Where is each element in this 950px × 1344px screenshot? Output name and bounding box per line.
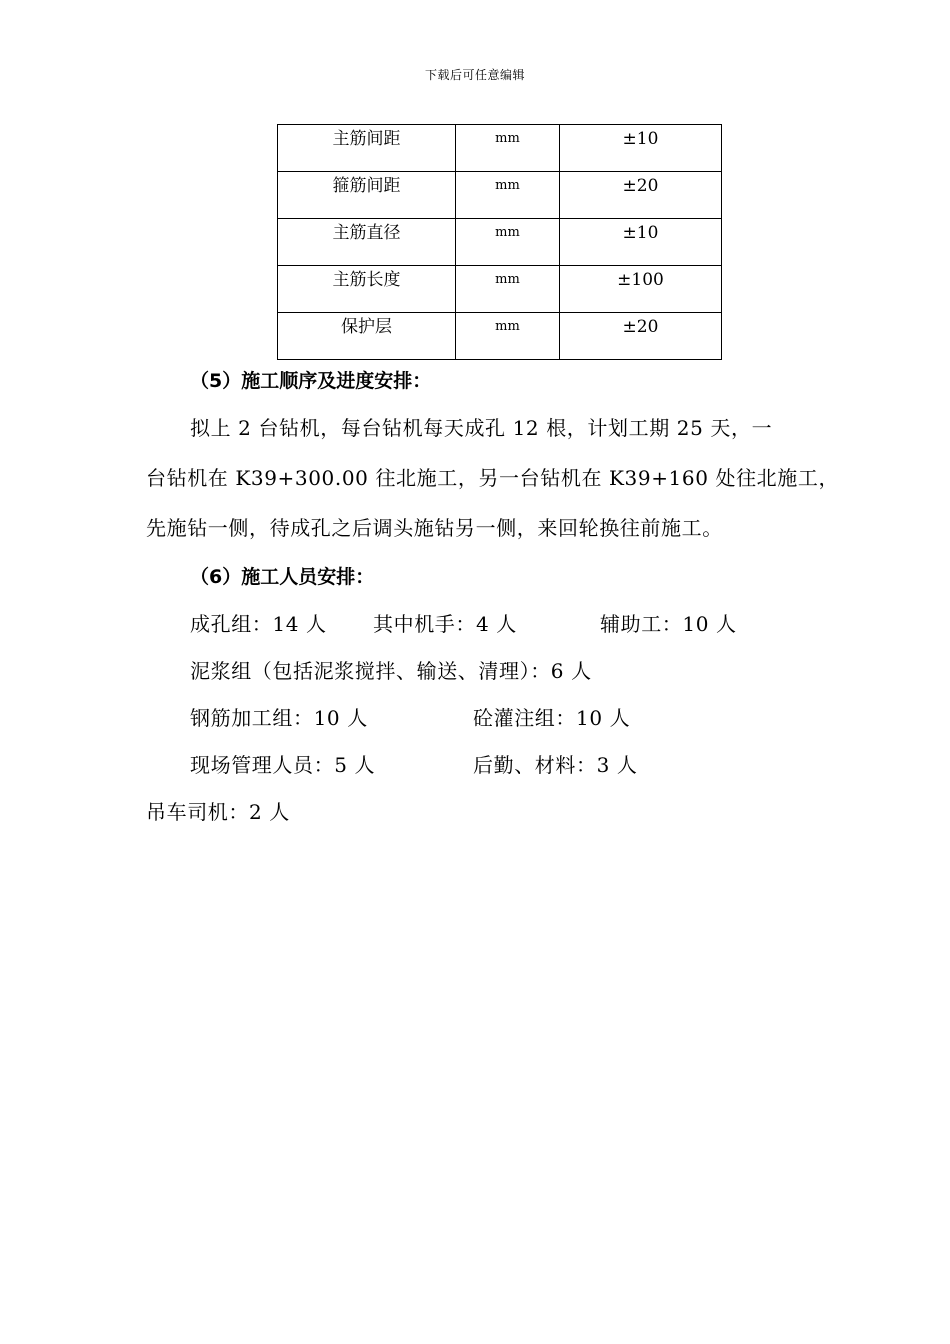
table-cell-item: 箍筋间距: [278, 172, 456, 219]
section-5-line-3: 先施钻一侧，待成孔之后调头施钻另一侧，来回轮换往前施工。: [146, 516, 723, 540]
table-cell-item: 主筋直径: [278, 219, 456, 266]
helpers: 辅助工：10 人: [600, 612, 737, 636]
site-managers: 现场管理人员：5 人: [190, 753, 376, 777]
table-cell-tolerance: ±20: [560, 313, 722, 360]
table-cell-unit: mm: [456, 125, 560, 172]
table-row: [278, 313, 722, 360]
drilling-group: 成孔组：14 人: [190, 612, 327, 636]
table-cell-item: 主筋间距: [278, 125, 456, 172]
table-row: [278, 266, 722, 313]
table-cell-unit: mm: [456, 172, 560, 219]
table-cell-tolerance: ±10: [560, 125, 722, 172]
table-row: [278, 172, 722, 219]
header-note: 下载后可任意编辑: [424, 68, 525, 82]
section-5-line-1: 拟上 2 台钻机，每台钻机每天成孔 12 根，计划工期 25 天，一: [190, 416, 773, 440]
table-cell-item: 主筋长度: [278, 266, 456, 313]
table-cell-item: 保护层: [278, 313, 456, 360]
mud-group: 泥浆组（包括泥浆搅拌、输送、清理）：6 人: [190, 659, 592, 683]
table-cell-tolerance: ±20: [560, 172, 722, 219]
tolerance-table: [277, 124, 722, 360]
table-cell-tolerance: ±100: [560, 266, 722, 313]
logistics: 后勤、材料：3 人: [473, 753, 638, 777]
section-5-heading: （5）施工顺序及进度安排：: [190, 370, 432, 392]
operators: 其中机手：4 人: [373, 612, 517, 636]
table-cell-unit: mm: [456, 219, 560, 266]
section-5-line-2: 台钻机在 K39+300.00 往北施工，另一台钻机在 K39+160 处往北施工，: [146, 466, 840, 490]
section-6-heading: （6）施工人员安排：: [190, 566, 375, 588]
table-cell-unit: mm: [456, 313, 560, 360]
table-cell-tolerance: ±10: [560, 219, 722, 266]
table-row: [278, 219, 722, 266]
crane-operators: 吊车司机：2 人: [146, 800, 290, 824]
table-row: [278, 125, 722, 172]
table-cell-unit: mm: [456, 266, 560, 313]
rebar-group: 钢筋加工组：10 人: [190, 706, 368, 730]
concrete-group: 砼灌注组：10 人: [473, 706, 631, 730]
